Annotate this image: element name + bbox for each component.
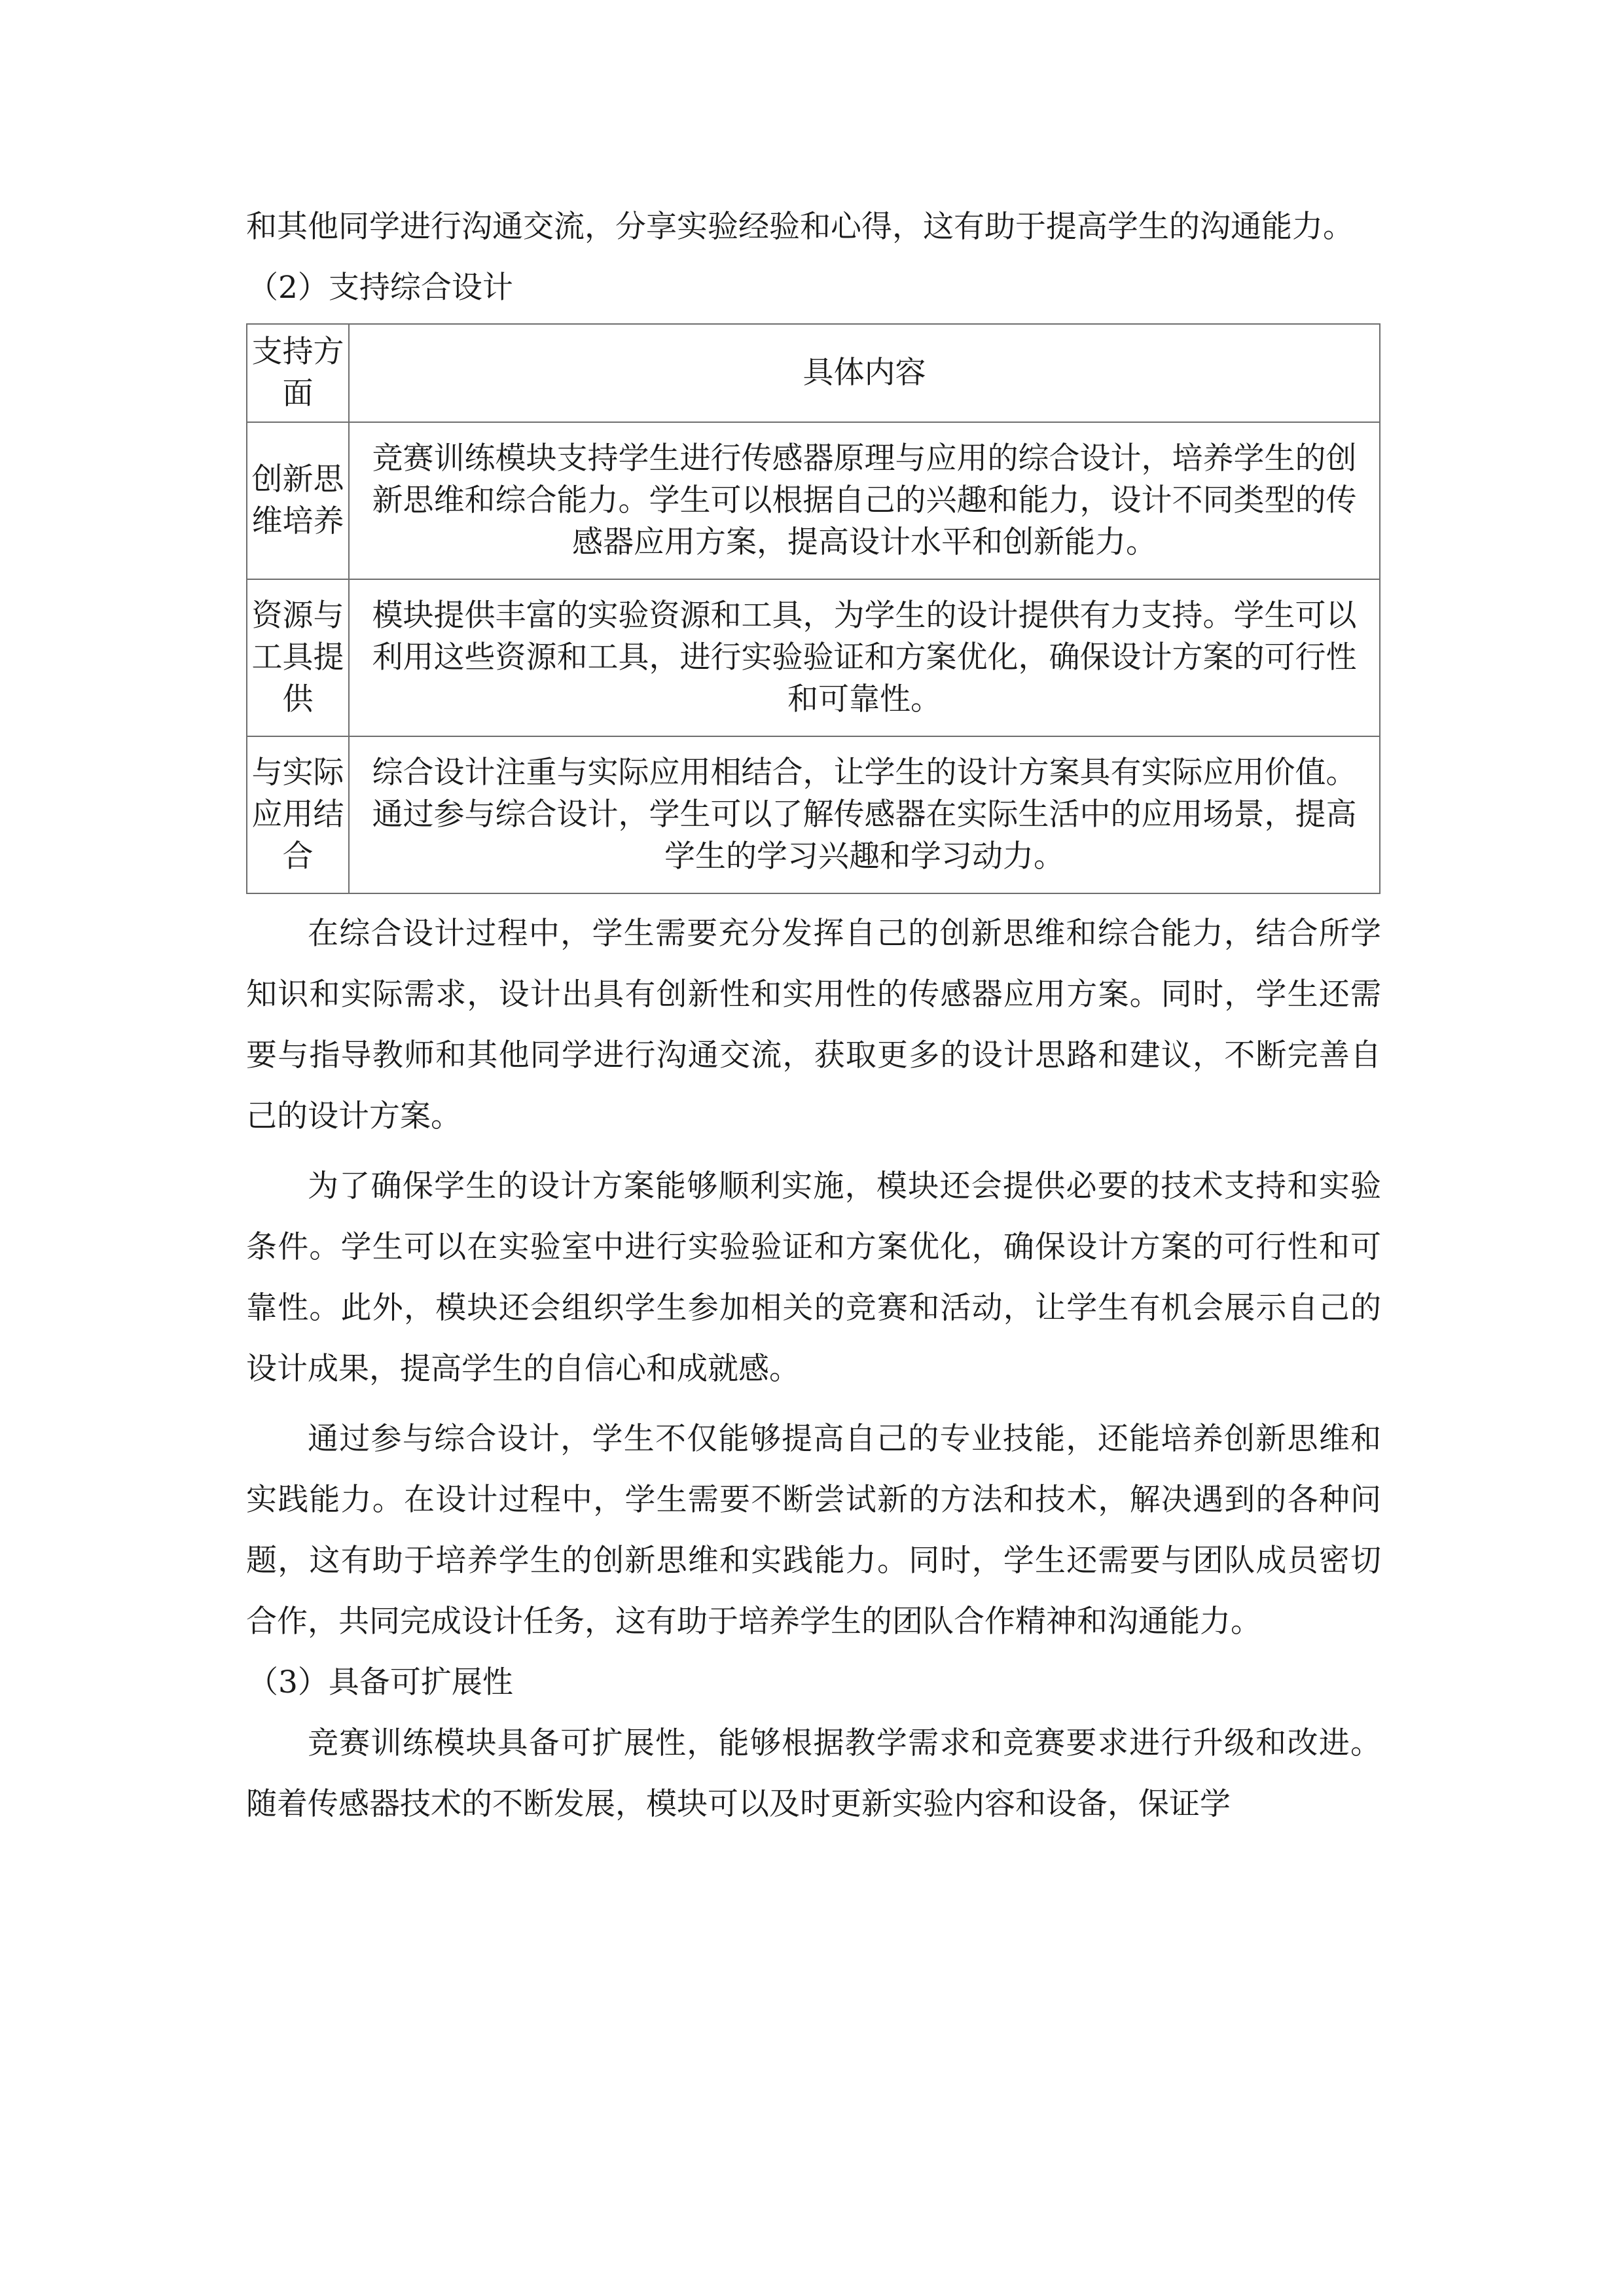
table-row [247, 422, 1380, 579]
table-header-content: 具体内容 [349, 324, 1380, 422]
support-table [246, 323, 1380, 894]
document-page [246, 196, 1381, 1835]
table-row [247, 736, 1380, 893]
table-cell-content: 综合设计注重与实际应用相结合，让学生的设计方案具有实际应用价值。通过参与综合设计，学生可以了解传感器在实际生活中的应用场景，提高学生的学习兴趣和学习动力。 [349, 736, 1380, 893]
table-cell-content: 竞赛训练模块支持学生进行传感器原理与应用的综合设计，培养学生的创新思维和综合能力。学生可以根据自己的兴趣和能力，设计不同类型的传感器应用方案，提高设计水平和创新能力。 [349, 422, 1380, 579]
table-cell-aspect: 与实际应用结合 [247, 736, 349, 893]
table-cell-aspect: 创新思维培养 [247, 422, 349, 579]
body-paragraph: 在综合设计过程中，学生需要充分发挥自己的创新思维和综合能力，结合所学知识和实际需求，设计出具有创新性和实用性的传感器应用方案。同时，学生还需要与指导教师和其他同学进行沟通交流，获取更多的设计思路和建议，不断完善自己的设计方案。 [246, 916, 1381, 1134]
body-paragraph: 竞赛训练模块具备可扩展性，能够根据教学需求和竞赛要求进行升级和改进。随着传感器技术的不断发展，模块可以及时更新实验内容和设备，保证学 [246, 1725, 1381, 1822]
table-cell-content: 模块提供丰富的实验资源和工具，为学生的设计提供有力支持。学生可以利用这些资源和工具，进行实验验证和方案优化，确保设计方案的可行性和可靠性。 [349, 579, 1380, 736]
table-row [247, 579, 1380, 736]
paragraph-continued: 和其他同学进行沟通交流，分享实验经验和心得，这有助于提高学生的沟通能力。 [246, 209, 1354, 245]
table-header-row [247, 324, 1380, 422]
table-cell-aspect: 资源与工具提供 [247, 579, 349, 736]
section-heading-2: （2）支持综合设计 [247, 270, 513, 306]
body-paragraph: 通过参与综合设计，学生不仅能够提高自己的专业技能，还能培养创新思维和实践能力。在设计过程中，学生需要不断尝试新的方法和技术，解决遇到的各种问题，这有助于培养学生的创新思维和实践能力。同时，学生还需要与团队成员密切合作，共同完成设计任务，这有助于培养学生的团队合作精神和沟通能力。 [246, 1421, 1381, 1640]
table-header-aspect: 支持方面 [247, 324, 349, 422]
section-heading-3: （3）具备可扩展性 [247, 1664, 513, 1700]
body-paragraph: 为了确保学生的设计方案能够顺利实施，模块还会提供必要的技术支持和实验条件。学生可以在实验室中进行实验验证和方案优化，确保设计方案的可行性和可靠性。此外，模块还会组织学生参加相关的竞赛和活动，让学生有机会展示自己的设计成果，提高学生的自信心和成就感。 [246, 1168, 1381, 1387]
